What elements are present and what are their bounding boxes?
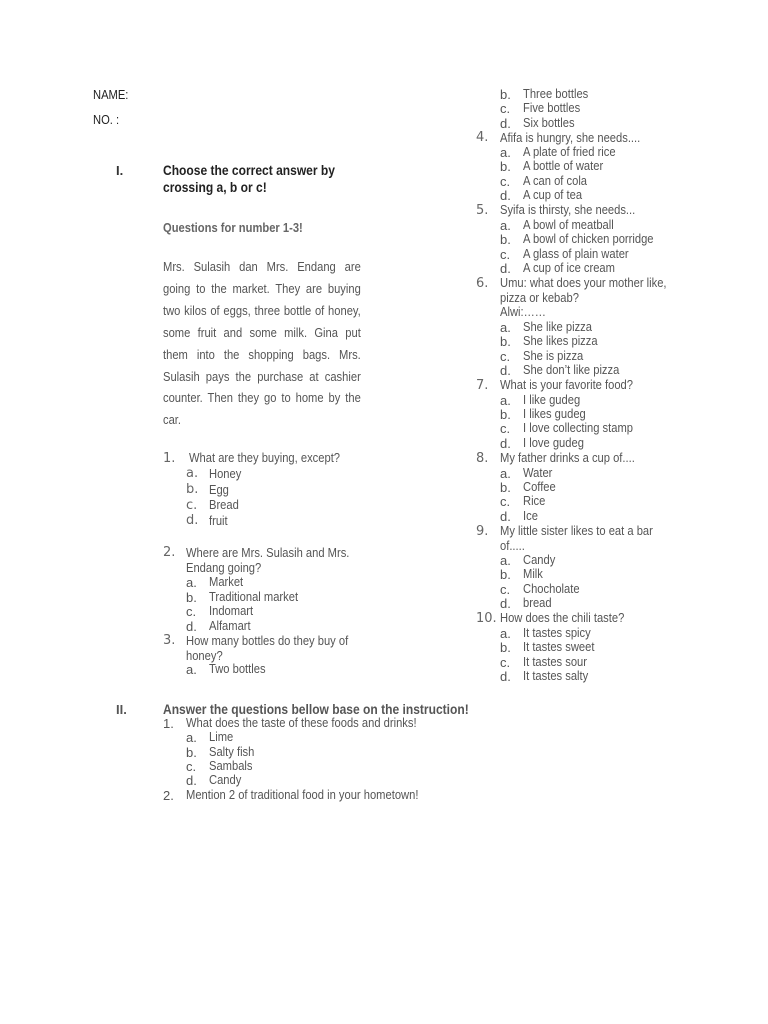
option-text: fruit [209, 513, 228, 528]
option-text: Traditional market [209, 589, 299, 604]
option-letter: c. [500, 349, 511, 364]
option-letter: b. [500, 407, 511, 422]
name-label: NAME: [93, 87, 129, 102]
option-text: Five bottles [523, 100, 581, 115]
option-letter: d. [186, 513, 199, 528]
option-letter: c. [500, 247, 511, 262]
option-letter: b. [500, 567, 511, 582]
question-number: 5. [476, 203, 489, 218]
option-text: Candy [523, 552, 556, 567]
section-1-title: Choose the correct answer by crossing a, b or c! [163, 162, 335, 195]
option-letter: c. [500, 582, 511, 597]
option-letter: b. [500, 159, 511, 174]
number-label: NO. : [93, 112, 120, 127]
option-letter: d. [500, 188, 511, 203]
question-text: My little sister likes to eat a bar of..... [500, 523, 653, 553]
option-text: Chocholate [523, 581, 580, 596]
option-text: She likes pizza [523, 333, 598, 348]
option-letter: a. [500, 393, 511, 408]
option-text: bread [523, 595, 552, 610]
option-text: She don’t like pizza [523, 362, 620, 377]
option-text: Egg [209, 482, 229, 497]
section-1-numeral: I. [116, 163, 124, 178]
option-letter: a. [500, 218, 511, 233]
question-text: How does the chili taste? [500, 610, 625, 625]
option-letter: c. [186, 759, 197, 774]
reading-passage: Mrs. Sulasih dan Mrs. Endang are going to the market. They are buying two kilos of eggs, three bottle of honey, some fruit and some milk. Gina put them into the shopping bags. Mrs. Sulasih pays the purchase at cashier counter. Then they go to home by the car. [163, 259, 361, 428]
option-letter: c. [186, 498, 198, 513]
question-text: My father drinks a cup of.... [500, 450, 635, 465]
section-2-title: Answer the questions bellow base on the instruction! [163, 701, 469, 717]
question-number: 1. [163, 716, 174, 731]
option-text: Market [209, 574, 244, 589]
question-text: How many bottles do they buy of honey? [186, 633, 349, 663]
option-letter: a. [186, 466, 199, 481]
option-text: A plate of fried rice [523, 144, 616, 159]
option-text: Sambals [209, 758, 253, 773]
option-letter: c. [500, 174, 511, 189]
question-number: 8. [476, 451, 489, 466]
option-letter: b. [186, 590, 197, 605]
question-text: Umu: what does your mother like, pizza or kebab? Alwi:…… [500, 275, 667, 320]
option-letter: a. [500, 626, 511, 641]
option-text: Indomart [209, 603, 254, 618]
question-text: Syifa is thirsty, she needs... [500, 202, 636, 217]
option-letter: d. [500, 363, 511, 378]
option-text: I love collecting stamp [523, 420, 633, 435]
option-letter: a. [500, 466, 511, 481]
option-letter: b. [500, 87, 511, 102]
question-number: 3. [163, 633, 176, 648]
option-letter: a. [186, 662, 197, 677]
option-letter: c. [186, 604, 197, 619]
option-letter: c. [500, 101, 511, 116]
option-letter: d. [186, 619, 197, 634]
option-text: A can of cola [523, 173, 588, 188]
option-text: Honey [209, 466, 242, 481]
option-letter: a. [186, 730, 197, 745]
question-text: Afifa is hungry, she needs.... [500, 130, 641, 145]
question-number: 10. [476, 611, 497, 626]
option-letter: b. [186, 482, 199, 497]
option-text: It tastes sour [523, 654, 588, 669]
option-letter: b. [500, 232, 511, 247]
question-text: What does the taste of these foods and drinks! [186, 715, 417, 730]
question-text: Mention 2 of traditional food in your hometown! [186, 787, 419, 802]
option-text: Ice [523, 508, 538, 523]
option-text: It tastes sweet [523, 639, 595, 654]
option-text: A bottle of water [523, 158, 604, 173]
question-number: 9. [476, 524, 489, 539]
option-letter: b. [500, 640, 511, 655]
option-letter: c. [500, 655, 511, 670]
option-letter: a. [186, 575, 197, 590]
option-text: A glass of plain water [523, 246, 629, 261]
option-text: Lime [209, 729, 234, 744]
option-text: Six bottles [523, 115, 575, 130]
question-number: 4. [476, 130, 489, 145]
option-text: I love gudeg [523, 435, 584, 450]
option-text: Rice [523, 493, 546, 508]
option-text: Salty fish [209, 744, 255, 759]
question-number: 1. [163, 451, 176, 466]
option-text: I like gudeg [523, 392, 581, 407]
option-letter: c. [500, 421, 511, 436]
section-2-numeral: II. [116, 702, 127, 717]
option-text: A bowl of chicken porridge [523, 231, 654, 246]
option-letter: a. [500, 145, 511, 160]
option-letter: d. [500, 509, 511, 524]
option-text: I likes gudeg [523, 406, 586, 421]
option-letter: a. [500, 320, 511, 335]
option-text: It tastes spicy [523, 625, 591, 640]
option-letter: b. [500, 480, 511, 495]
question-text: What is your favorite food? [500, 377, 633, 392]
option-letter: d. [500, 436, 511, 451]
option-letter: b. [500, 334, 511, 349]
question-text: What are they buying, except? [189, 450, 341, 465]
option-letter: b. [186, 745, 197, 760]
question-text: Where are Mrs. Sulasih and Mrs. Endang going? [186, 545, 350, 575]
option-text: A bowl of meatball [523, 217, 614, 232]
option-text: She like pizza [523, 319, 592, 334]
option-letter: d. [500, 596, 511, 611]
question-number: 7. [476, 378, 489, 393]
option-text: Alfamart [209, 618, 251, 633]
option-text: She is pizza [523, 348, 584, 363]
question-number: 2. [163, 545, 176, 560]
option-text: It tastes salty [523, 668, 589, 683]
option-text: Water [523, 465, 553, 480]
option-text: Bread [209, 497, 239, 512]
question-number: 6. [476, 276, 489, 291]
option-text: A cup of ice cream [523, 260, 615, 275]
passage-subheading: Questions for number 1-3! [163, 220, 303, 235]
question-number: 2. [163, 788, 174, 803]
option-letter: d. [500, 669, 511, 684]
option-letter: d. [186, 773, 197, 788]
option-letter: a. [500, 553, 511, 568]
option-text: Two bottles [209, 661, 266, 676]
option-letter: c. [500, 494, 511, 509]
option-text: Milk [523, 566, 543, 581]
option-text: Coffee [523, 479, 556, 494]
option-text: Three bottles [523, 86, 589, 101]
option-letter: d. [500, 116, 511, 131]
option-text: A cup of tea [523, 187, 583, 202]
option-letter: d. [500, 261, 511, 276]
option-text: Candy [209, 772, 242, 787]
